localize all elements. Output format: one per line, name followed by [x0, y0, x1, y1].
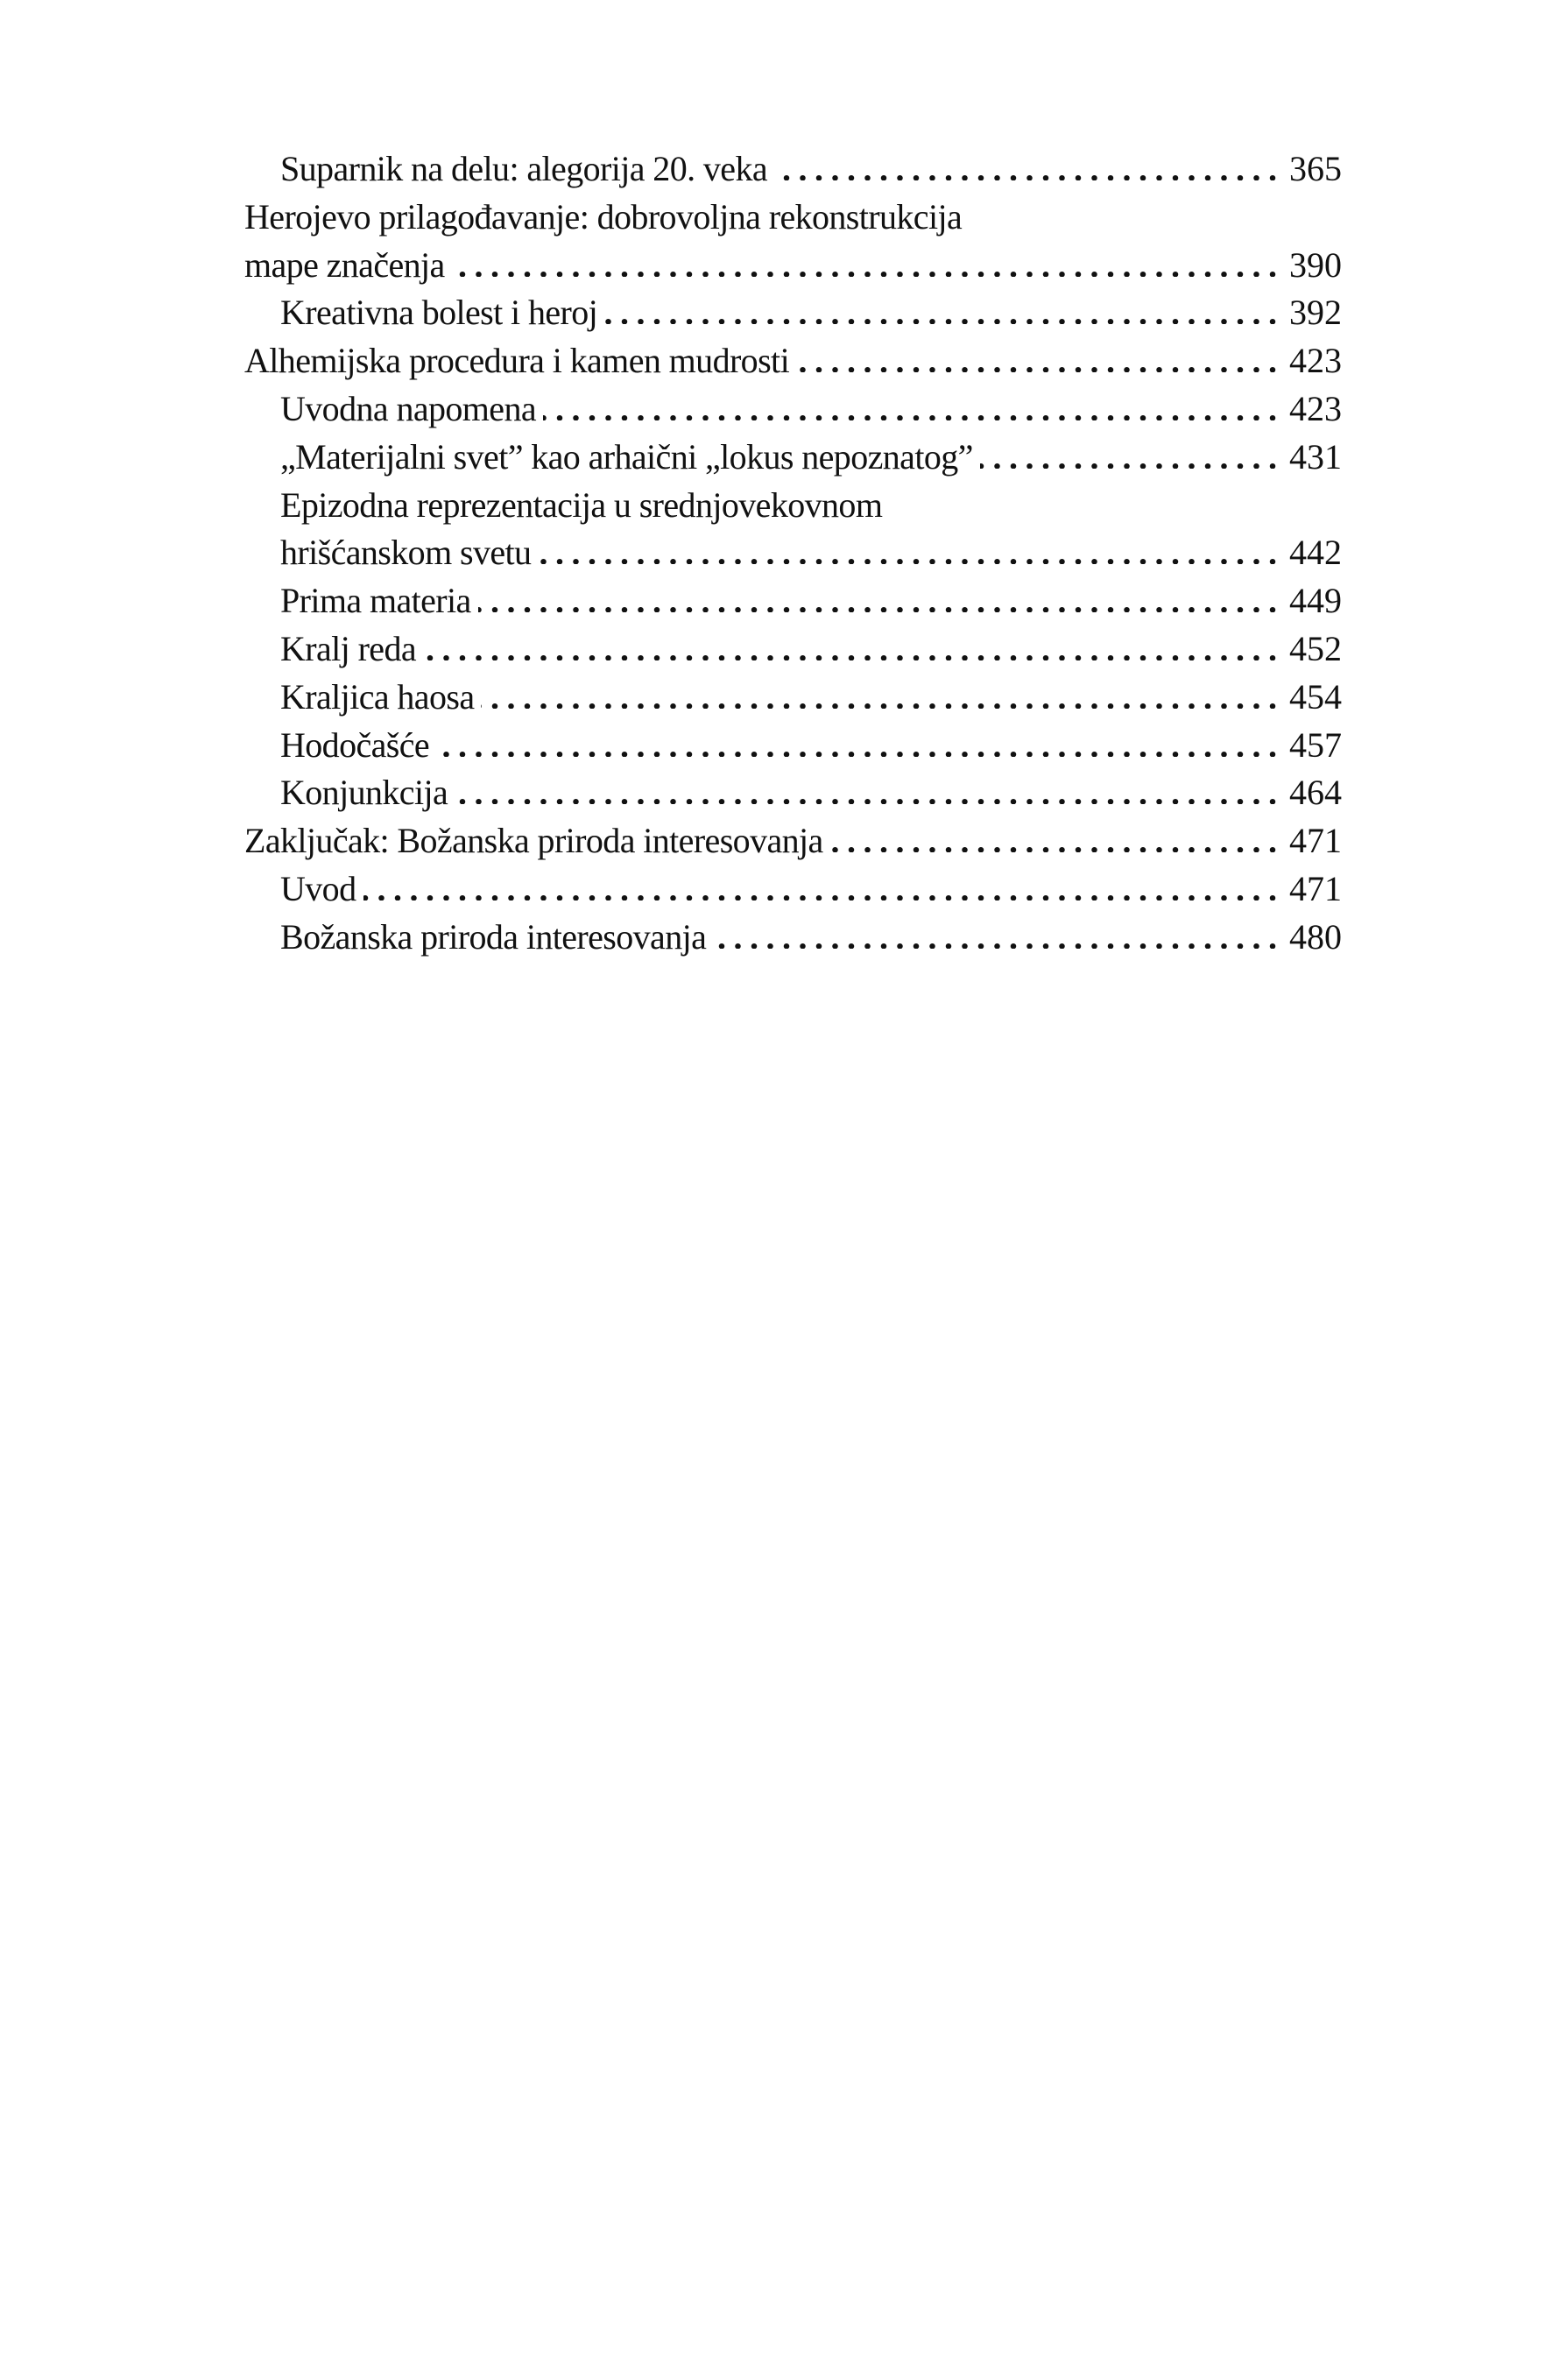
- dot-leader: [713, 914, 1277, 949]
- toc-entry[interactable]: [244, 577, 1342, 625]
- toc-entry-page: 442: [1289, 533, 1342, 573]
- dot-leader: [452, 242, 1277, 277]
- toc-entry-title: Kraljica haosa: [280, 676, 475, 717]
- toc-entry-page: 471: [1289, 821, 1342, 861]
- toc-entry[interactable]: [244, 145, 1342, 194]
- table-of-contents: [244, 145, 1342, 962]
- toc-entry[interactable]: [244, 769, 1342, 817]
- toc-entry-page: 452: [1289, 628, 1342, 668]
- toc-entry-title: Kreativna bolest i heroj: [280, 293, 598, 333]
- toc-entry[interactable]: [244, 242, 1342, 290]
- toc-entry[interactable]: [244, 625, 1342, 674]
- toc-entry[interactable]: [244, 434, 1342, 482]
- toc-entry-page: 454: [1289, 676, 1342, 717]
- dot-leader: [478, 577, 1277, 612]
- toc-entry-title: mape značenja: [244, 244, 445, 285]
- toc-entry[interactable]: [244, 674, 1342, 722]
- dot-leader: [455, 769, 1277, 804]
- toc-entry-page: 471: [1289, 868, 1342, 908]
- toc-entry[interactable]: [244, 385, 1342, 434]
- toc-entry-page: 457: [1289, 724, 1342, 765]
- dot-leader: [830, 817, 1277, 852]
- toc-entry-title: Prima materia: [280, 581, 471, 621]
- toc-entry-title: Konjunkcija: [280, 773, 448, 813]
- toc-entry[interactable]: [244, 865, 1342, 914]
- toc-entry-page: 423: [1289, 341, 1342, 381]
- toc-entry-title-line1: Herojevo prilagođavanje: dobrovoljna rekonstrukcija: [244, 196, 963, 237]
- toc-entry[interactable]: [244, 817, 1342, 865]
- toc-entry-title: Hodočašće: [280, 724, 430, 765]
- toc-entry[interactable]: [244, 722, 1342, 770]
- toc-entry[interactable]: [244, 337, 1342, 385]
- toc-entry-page: 431: [1289, 436, 1342, 477]
- dot-leader: [423, 625, 1277, 660]
- toc-entry-title: Alhemijska procedura i kamen mudrosti: [244, 341, 790, 381]
- toc-entry-page: 480: [1289, 916, 1342, 957]
- dot-leader: [796, 337, 1277, 372]
- toc-entry[interactable]: [244, 529, 1342, 577]
- toc-entry-line1[interactable]: [244, 194, 1342, 242]
- toc-entry-page: 464: [1289, 773, 1342, 813]
- dot-leader: [481, 674, 1277, 709]
- toc-entry-title: hrišćanskom svetu: [280, 533, 532, 573]
- toc-entry-page: 365: [1289, 149, 1342, 188]
- dot-leader: [538, 529, 1277, 564]
- toc-entry[interactable]: [244, 914, 1342, 962]
- toc-entry-title-line1: Epizodna reprezentacija u srednjovekovnom: [280, 484, 883, 525]
- dot-leader: [363, 865, 1278, 900]
- toc-entry-page: 423: [1289, 388, 1342, 428]
- toc-entry-line1[interactable]: [244, 482, 1342, 530]
- dot-leader: [436, 722, 1277, 757]
- toc-entry-page: 390: [1289, 244, 1342, 285]
- dot-leader: [980, 434, 1277, 469]
- toc-entry-title: Zaključak: Božanska priroda interesovanja: [244, 821, 823, 861]
- toc-entry-page: 392: [1289, 293, 1342, 333]
- dot-leader: [604, 289, 1277, 324]
- toc-entry-title: Uvod: [280, 868, 356, 908]
- dot-leader: [543, 385, 1277, 420]
- dot-leader: [774, 145, 1277, 180]
- toc-entry-title: „Materijalni svet” kao arhaični „lokus nepoznatog”: [280, 436, 973, 477]
- toc-entry-title: Suparnik na delu: alegorija 20. veka: [280, 149, 767, 188]
- toc-entry-title: Uvodna napomena: [280, 388, 537, 428]
- toc-entry[interactable]: [244, 289, 1342, 337]
- toc-entry-title: Božanska priroda interesovanja: [280, 916, 707, 957]
- toc-entry-page: 449: [1289, 581, 1342, 621]
- toc-entry-title: Kralj reda: [280, 628, 417, 668]
